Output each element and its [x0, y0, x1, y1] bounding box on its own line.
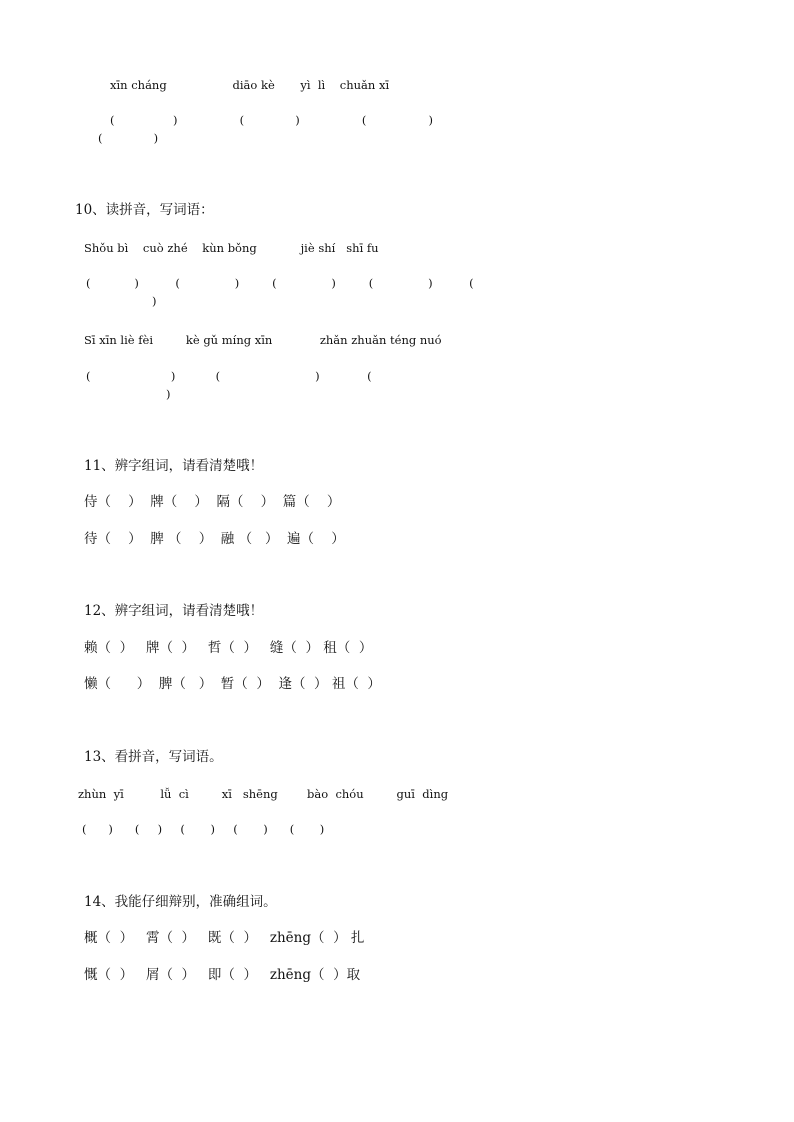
answer-blanks: ) [166, 387, 171, 401]
answer-blanks: ( ) ( ) ( [86, 369, 372, 383]
question-title: 12、辨字组词，请看清楚哦！ [84, 603, 264, 619]
question-title: 11、辨字组词，请看清楚哦！ [84, 458, 264, 474]
char-row: 慨（ ） 屑（ ） 即（ ） zhēng（ ）取 [84, 967, 361, 983]
char-row: 待（ ） 脾 （ ） 融 （ ） 遍（ ） [84, 531, 345, 547]
pinyin-line: xīn cháng diāo kè yì lì chuǎn xī [110, 78, 390, 92]
answer-blanks: ) [152, 294, 157, 308]
answer-blanks: ( ) ( ) ( ) ( ) ( ) [82, 822, 325, 836]
answer-blanks: ( ) [98, 131, 159, 145]
answer-blanks: ( ) ( ) ( ) [110, 113, 434, 127]
char-row: 概（ ） 霄（ ） 既（ ） zhēng（ ） 扎 [84, 930, 365, 946]
question-title: 14、我能仔细辩别，准确组词。 [84, 894, 277, 910]
char-row: 懒（ ） 脾（ ） 暂（ ） 逢（ ） 祖（ ） [84, 676, 381, 692]
pinyin-line: Shǒu bì cuò zhé kùn bǒng jiè shí shī fu [84, 241, 379, 255]
char-row: 侍（ ） 牌（ ） 隔（ ） 篇（ ） [84, 494, 341, 510]
pinyin-line: Sī xīn liè fèi kè gǔ míng xīn zhǎn zhuǎn téng nuó [84, 333, 442, 347]
question-title: 10、读拼音，写词语： [75, 202, 214, 218]
answer-blanks: ( ) ( ) ( ) ( ) ( [86, 276, 474, 290]
pinyin-line: zhùn yī lǚ cì xī shēng bào chóu guī dìng [78, 787, 449, 801]
question-title: 13、看拼音，写词语。 [84, 749, 223, 765]
char-row: 赖（ ） 牌（ ） 哲（ ） 缝（ ） 租（ ） [84, 640, 373, 656]
